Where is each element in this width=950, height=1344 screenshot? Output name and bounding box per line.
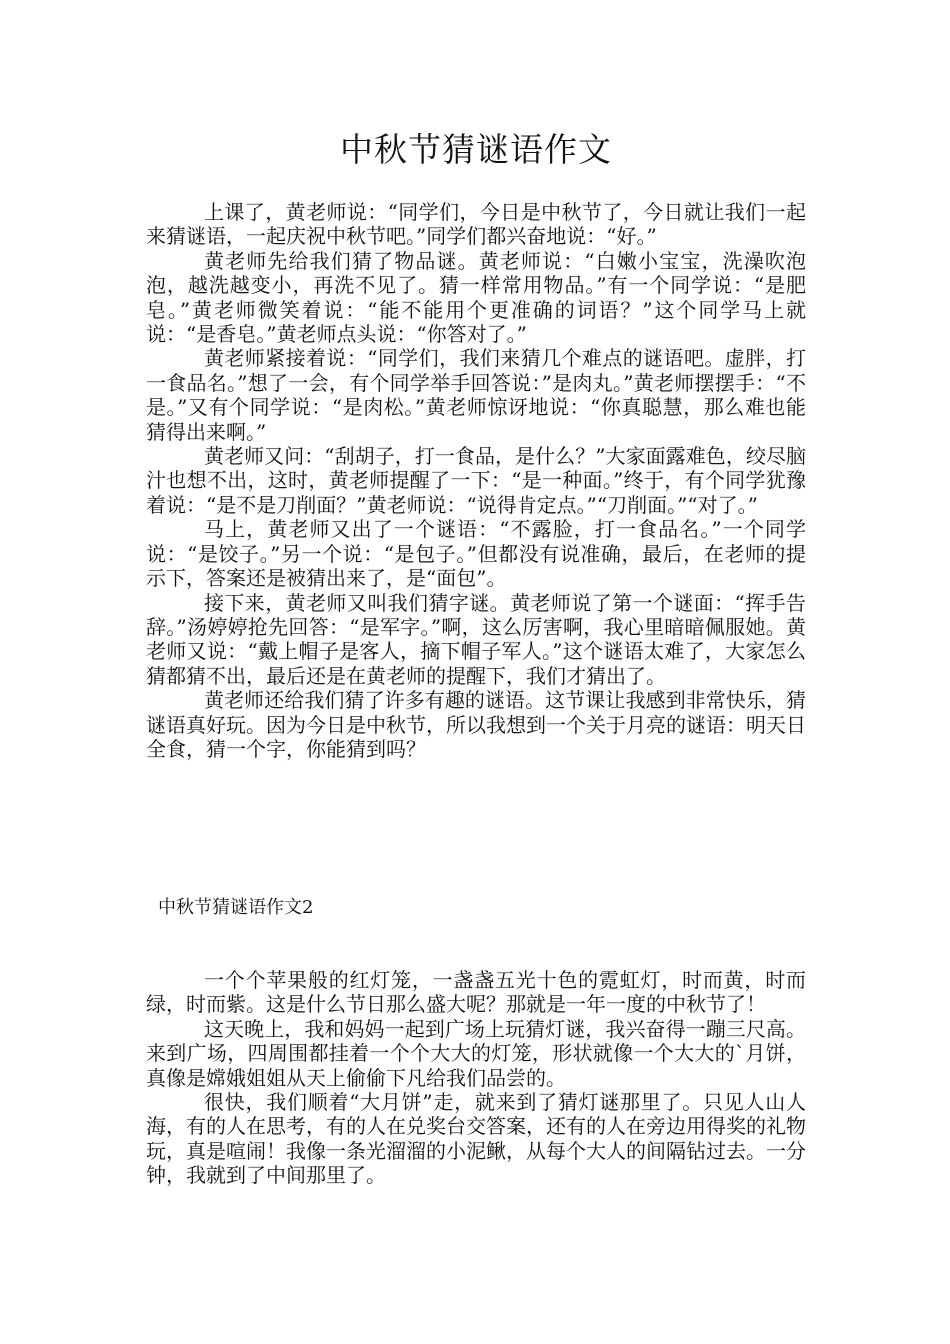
paragraph-7: 黄老师还给我们猜了许多有趣的谜语。这节课让我感到非常快乐，猜谜语真好玩。因为今日是中秋节，所以我想到一个关于月亮的谜语：明天日全食，猜一个字，你能猜到吗？ <box>146 688 806 761</box>
section-2-heading: 中秋节猜谜语作文2 <box>158 897 314 918</box>
document-title: 中秋节猜谜语作文 <box>340 130 612 169</box>
paragraph-10: 很快，我们顺着“大月饼”走，就来到了猜灯谜那里了。只见人山人海，有的人在思考，有的人在兑奖台交答案，还有的人在旁边用得奖的礼物玩，真是喧闹！我像一条光溜溜的小泥鳅，从每个大人的间隔钻过去。一分钟，我就到了中间那里了。 <box>146 1090 806 1188</box>
paragraph-9: 这天晚上，我和妈妈一起到广场上玩猜灯谜，我兴奋得一蹦三尺高。来到广场，四周围都挂着一个个大大的灯笼，形状就像一个大大的`月饼，真像是嫦娥姐姐从天上偷偷下凡给我们品尝的。 <box>146 1016 806 1090</box>
paragraph-5: 马上，黄老师又出了一个谜语：“不露脸，打一食品名。”一个同学说：“是饺子。”另一个说：“是包子。”但都没有说准确，最后，在老师的提示下，答案还是被猜出来了，是“面包”。 <box>146 517 806 591</box>
paragraph-1: 上课了，黄老师说：“同学们，今日是中秋节了，今日就让我们一起来猜谜语，一起庆祝中秋节吧。”同学们都兴奋地说：“好。” <box>146 200 806 249</box>
paragraph-6: 接下来，黄老师又叫我们猜字谜。黄老师说了第一个谜面：“挥手告辞。”汤婷婷抢先回答：“是军字。”啊，这么厉害啊，我心里暗暗佩服她。黄老师又说：“戴上帽子是客人，摘下帽子军人。”这个谜语太难了，大家怎么猜都猜不出，最后还是在黄老师的提醒下，我们才猜出了。 <box>146 590 806 688</box>
paragraph-4: 黄老师又问：“刮胡子，打一食品，是什么？”大家面露难色，绞尽脑汁也想不出，这时，黄老师提醒了一下：“是一种面。”终于，有个同学犹豫着说：“是不是刀削面？”黄老师说：“说得肯定点。”“刀削面。”“对了。” <box>146 444 806 517</box>
section-1-body <box>146 200 806 761</box>
section-2-body <box>146 968 806 1188</box>
paragraph-8: 一个个苹果般的红灯笼，一盏盏五光十色的霓虹灯，时而黄，时而绿，时而紫。这是什么节日那么盛大呢？那就是一年一度的中秋节了！ <box>146 968 806 1017</box>
paragraph-2: 黄老师先给我们猜了物品谜。黄老师说：“白嫩小宝宝，洗澡吹泡泡，越洗越变小，再洗不见了。猜一样常用物品。”有一个同学说：“是肥皂。”黄老师微笑着说：“能不能用个更准确的词语？”这个同学马上就说：“是香皂。”黄老师点头说：“你答对了。” <box>146 248 806 347</box>
paragraph-3: 黄老师紧接着说：“同学们，我们来猜几个难点的谜语吧。虚胖，打一食品名。”想了一会，有个同学举手回答说：”是肉丸。”黄老师摆摆手：“不是。”又有个同学说：“是肉松。”黄老师惊讶地说：“你真聪慧，那么难也能猜得出来啊。” <box>146 346 806 444</box>
